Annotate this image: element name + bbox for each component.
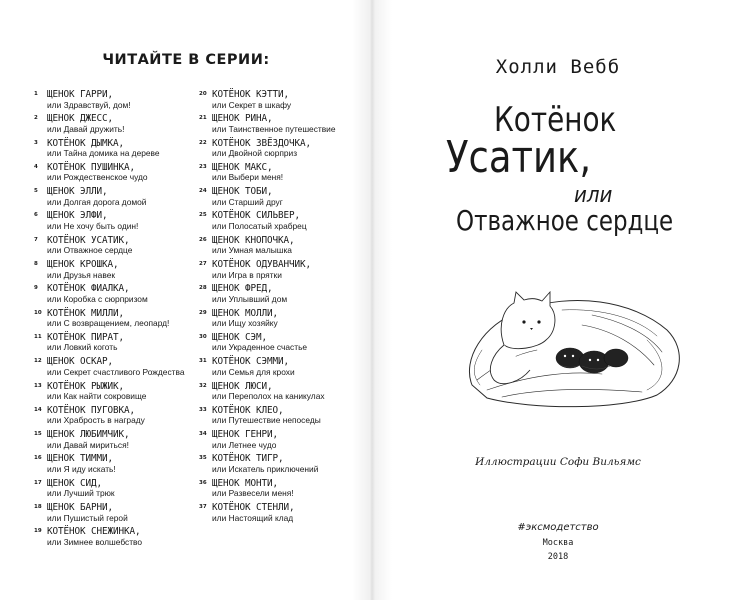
entry-number: 1 [34,91,38,97]
series-list-column-2 [199,89,359,526]
entry-title: ЩЕНОК ЛЮСИ, [212,380,273,392]
entry-subtitle: или Храбрость в награду [47,415,145,426]
entry-subtitle: или Долгая дорога домой [47,196,147,207]
series-entry [199,89,359,113]
entry-number: 10 [34,309,42,316]
entry-title: КОТЁНОК СНЕЖИНКА, [47,526,141,538]
entry-number: 24 [199,188,207,195]
entry-title: ЩЕНОК ЭЛФИ, [47,210,108,222]
entry-title: КОТЁНОК ПИРАТ, [47,331,124,343]
entry-number: 15 [34,431,42,438]
entry-subtitle: или Умная малышка [212,245,292,256]
entry-subtitle: или Старший друг [212,196,283,207]
series-entry [199,259,359,283]
series-entry [199,332,359,356]
entry-subtitle: или Искатель приключений [212,463,319,474]
entry-subtitle: или Путешествие непоседы [212,415,321,426]
entry-subtitle: или Ищу хозяйку [212,318,278,329]
series-entry [34,113,199,137]
entry-subtitle: или Двойной сюрприз [212,148,298,159]
entry-title: КОТЁНОК ДЫМКА, [47,137,124,149]
entry-title: ЩЕНОК ГЕНРИ, [212,429,278,441]
entry-number: 34 [199,431,207,438]
entry-subtitle: или Как найти сокровище [47,391,147,402]
entry-subtitle: или Лучший трюк [47,488,115,499]
series-entry [34,89,199,113]
entry-number: 7 [34,236,38,243]
entry-title: КОТЁНОК ПУШИНКА, [47,161,135,173]
entry-subtitle: или Коробка с сюрпризом [47,293,148,304]
publication-city: Москва [542,538,574,548]
series-entry [199,210,359,234]
entry-number: 8 [34,261,38,268]
entry-title: ЩЕНОК ГАРРИ, [47,89,113,100]
entry-number: 19 [34,528,42,535]
entry-title: ЩЕНОК РИНА, [212,113,273,125]
entry-number: 25 [199,212,207,219]
series-entry [34,186,199,210]
series-entry [199,405,359,429]
illustrator-credit: Иллюстрации Софи Вильямс [475,456,641,468]
entry-subtitle: или Тайна домика на дереве [47,148,160,159]
series-entry [34,502,199,526]
entry-number: 6 [34,212,38,219]
series-entry [199,429,359,453]
entry-subtitle: или Игра в прятки [212,269,282,280]
series-entry [34,332,199,356]
entry-title: ЩЕНОК МАКС, [212,161,273,173]
entry-subtitle: или Выбери меня! [212,172,284,183]
entry-title: ЩЕНОК КНОПОЧКА, [212,234,295,246]
series-entry [199,162,359,186]
series-entry [34,478,199,502]
entry-number: 35 [199,455,207,462]
entry-subtitle: или Настоящий клад [212,512,294,523]
series-entry [34,356,199,380]
book-gutter [352,0,392,600]
series-entry [34,308,199,332]
kittens-illustration [442,270,692,410]
entry-number: 9 [34,285,38,292]
entry-title: КОТЁНОК КЭТТИ, [212,89,289,100]
series-entry [199,478,359,502]
entry-number: 4 [34,163,38,170]
series-entry [199,283,359,307]
series-entry [199,186,359,210]
series-entry [34,283,199,307]
entry-title: КОТЁНОК РЫЖИК, [47,380,124,392]
entry-number: 21 [199,115,207,122]
entry-subtitle: или Полосатый храбрец [212,220,307,231]
entry-subtitle: или Зимнее волшебство [47,536,143,547]
entry-number: 11 [34,333,42,340]
entry-number: 33 [199,406,207,413]
entry-number: 32 [199,382,207,389]
author-name: Холли Вебб [495,56,621,78]
entry-title: КОТЁНОК ПУГОВКА, [47,404,135,416]
entry-subtitle: или Развесели меня! [212,488,294,499]
entry-subtitle: или Я иду искать! [47,463,116,474]
right-page [372,0,744,600]
publication-year: 2018 [547,552,569,562]
entry-subtitle: или Не хочу быть один! [47,220,139,231]
entry-number: 22 [199,139,207,146]
entry-number: 3 [34,139,38,146]
entry-subtitle: или Пушистый герой [47,512,128,523]
entry-number: 14 [34,406,42,413]
entry-subtitle: или Ловкий коготь [47,342,118,353]
entry-title: КОТЁНОК ТИГР, [212,453,284,465]
entry-subtitle: или Давай мириться! [47,439,129,450]
series-entry [199,113,359,137]
series-entry [34,138,199,162]
series-entry [199,453,359,477]
entry-subtitle: или Секрет счастливого Рождества [47,366,185,377]
entry-number: 17 [34,479,42,486]
entry-title: ЩЕНОК МОНТИ, [212,477,278,489]
entry-subtitle: или Таинственное путешествие [212,123,336,134]
entry-subtitle: или Отважное сердце [47,245,133,256]
entry-subtitle: или Уплывший дом [212,293,288,304]
entry-number: 36 [199,479,207,486]
series-entry [199,356,359,380]
entry-subtitle: или Здравствуй, дом! [47,99,131,110]
series-entry [199,308,359,332]
series-entry [199,138,359,162]
entry-number: 2 [34,115,38,122]
entry-number: 20 [199,91,207,97]
entry-title: КОТЁНОК КЛЕО, [212,404,284,416]
entry-subtitle: или Давай дружить! [47,123,125,134]
entry-title: ЩЕНОК СИД, [47,477,102,489]
series-entry [199,235,359,259]
entry-title: ЩЕНОК БАРНИ, [47,502,113,514]
entry-number: 28 [199,285,207,292]
entry-title: ЩЕНОК ЭЛЛИ, [47,186,108,198]
title-line-2: Усатик, [446,132,592,183]
entry-title: КОТЁНОК МИЛЛИ, [47,307,124,319]
entry-number: 29 [199,309,207,316]
entry-title: КОТЁНОК ЗВЁЗДОЧКА, [212,137,311,149]
entry-number: 30 [199,333,207,340]
entry-title: КОТЁНОК ФИАЛКА, [47,283,130,295]
entry-subtitle: или Семья для крохи [212,366,295,377]
series-entry [34,526,199,550]
series-entry [199,502,359,526]
entry-title: ЩЕНОК ДЖЕСС, [47,113,113,125]
entry-number: 26 [199,236,207,243]
entry-title: КОТЁНОК СЭММИ, [212,356,289,368]
series-entry [34,210,199,234]
title-line-4: Отважное сердце [456,204,674,237]
publisher-imprint: #эксмодетство [517,522,599,533]
entry-title: КОТЁНОК ОДУВАНЧИК, [212,259,311,271]
entry-subtitle: или Украденное счастье [212,342,308,353]
entry-title: ЩЕНОК ФРЕД, [212,283,273,295]
entry-title: КОТЁНОК СТЕНЛИ, [212,502,295,514]
entry-title: КОТЁНОК СИЛЬВЕР, [212,210,300,222]
entry-subtitle: или С возвращением, леопард! [47,318,170,329]
series-entry [34,259,199,283]
entry-number: 16 [34,455,42,462]
entry-title: ЩЕНОК МОЛЛИ, [212,307,278,319]
entry-number: 23 [199,163,207,170]
entry-number: 31 [199,358,207,365]
entry-number: 5 [34,188,38,195]
series-entry [34,235,199,259]
entry-subtitle: или Переполох на каникулах [212,391,325,402]
entry-title: КОТЁНОК УСАТИК, [47,234,130,246]
series-entry [34,429,199,453]
entry-title: ЩЕНОК ТОБИ, [212,186,273,198]
entry-subtitle: или Друзья навек [47,269,116,280]
entry-subtitle: или Секрет в шкафу [212,99,292,110]
entry-number: 12 [34,358,42,365]
entry-title: ЩЕНОК ТИММИ, [47,453,113,465]
series-list-column-1 [34,89,199,551]
entry-number: 18 [34,504,42,511]
series-heading: ЧИТАЙТЕ В СЕРИИ: [102,52,270,68]
title-line-3: или [574,183,613,208]
series-entry [34,453,199,477]
series-entry [199,381,359,405]
entry-number: 13 [34,382,42,389]
entry-title: ЩЕНОК СЭМ, [212,331,267,343]
title-line-1: Котёнок [494,100,617,140]
entry-subtitle: или Летнее чудо [212,439,277,450]
entry-number: 27 [199,261,207,268]
entry-title: ЩЕНОК КРОШКА, [47,259,119,271]
entry-subtitle: или Рождественское чудо [47,172,148,183]
series-entry [34,381,199,405]
entry-title: ЩЕНОК ЛЮБИМЧИК, [47,429,130,441]
entry-title: ЩЕНОК ОСКАР, [47,356,113,368]
series-entry [34,162,199,186]
entry-number: 37 [199,504,207,511]
series-entry [34,405,199,429]
